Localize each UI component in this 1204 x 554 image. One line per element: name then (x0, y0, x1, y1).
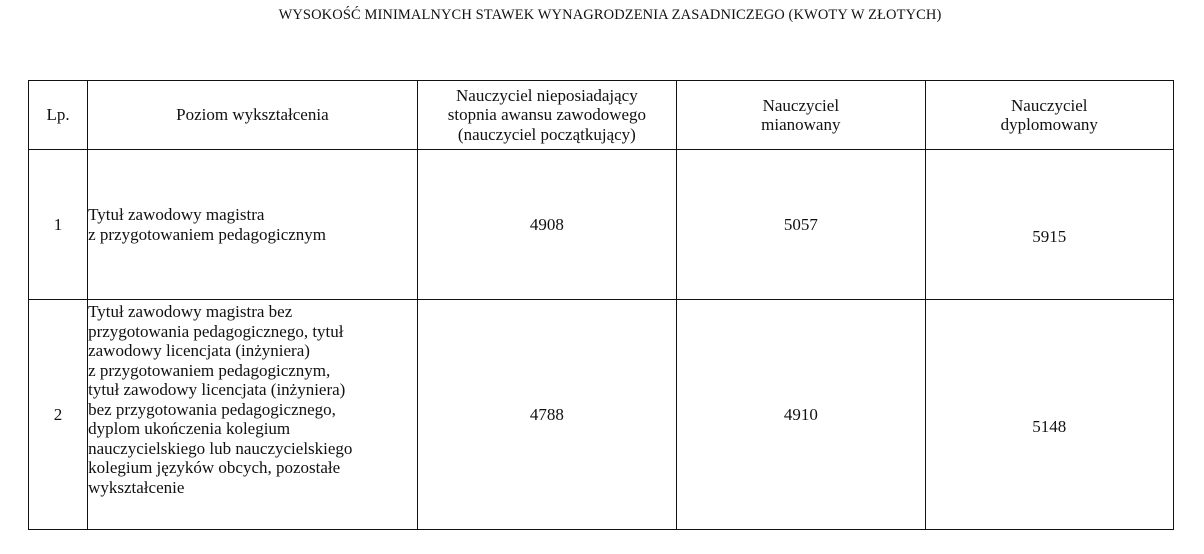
header-appointed-teacher: Nauczyciel mianowany (677, 81, 925, 150)
header-certified-teacher: Nauczyciel dyplomowany (925, 81, 1173, 150)
row-education-level: Tytuł zawodowy magistra z przygotowaniem pedagogicznym (88, 150, 418, 300)
row-certified-salary: 5148 (925, 300, 1173, 530)
row-beginner-salary: 4788 (417, 300, 676, 530)
row-appointed-salary: 4910 (677, 300, 925, 530)
table-row (29, 150, 1174, 300)
row-beginner-salary: 4908 (417, 150, 676, 300)
row-lp: 2 (29, 300, 88, 530)
row-education-level: Tytuł zawodowy magistra bez przygotowania pedagogicznego, tytuł zawodowy licencjata (inżyniera) z przygotowaniem pedagogicznym, tytuł zawodowy licencjata (inżyniera) bez przygotowania pedagogicznego, dyplom ukończenia kolegium nauczycielskiego lub nauczycielskiego kolegium języków obcych, pozostałe wykształcenie (88, 300, 418, 530)
header-lp: Lp. (29, 81, 88, 150)
header-education-level: Poziom wykształcenia (88, 81, 418, 150)
header-beginner-teacher: Nauczyciel nieposiadający stopnia awansu zawodowego (nauczyciel początkujący) (417, 81, 676, 150)
document-title: WYSOKOŚĆ MINIMALNYCH STAWEK WYNAGRODZENIA ZASADNICZEGO (KWOTY W ZŁOTYCH) (278, 7, 942, 23)
row-certified-salary: 5915 (925, 150, 1173, 300)
table-header-row (29, 81, 1174, 150)
salary-table (28, 80, 1174, 530)
table-row (29, 300, 1174, 530)
row-lp: 1 (29, 150, 88, 300)
row-appointed-salary: 5057 (677, 150, 925, 300)
